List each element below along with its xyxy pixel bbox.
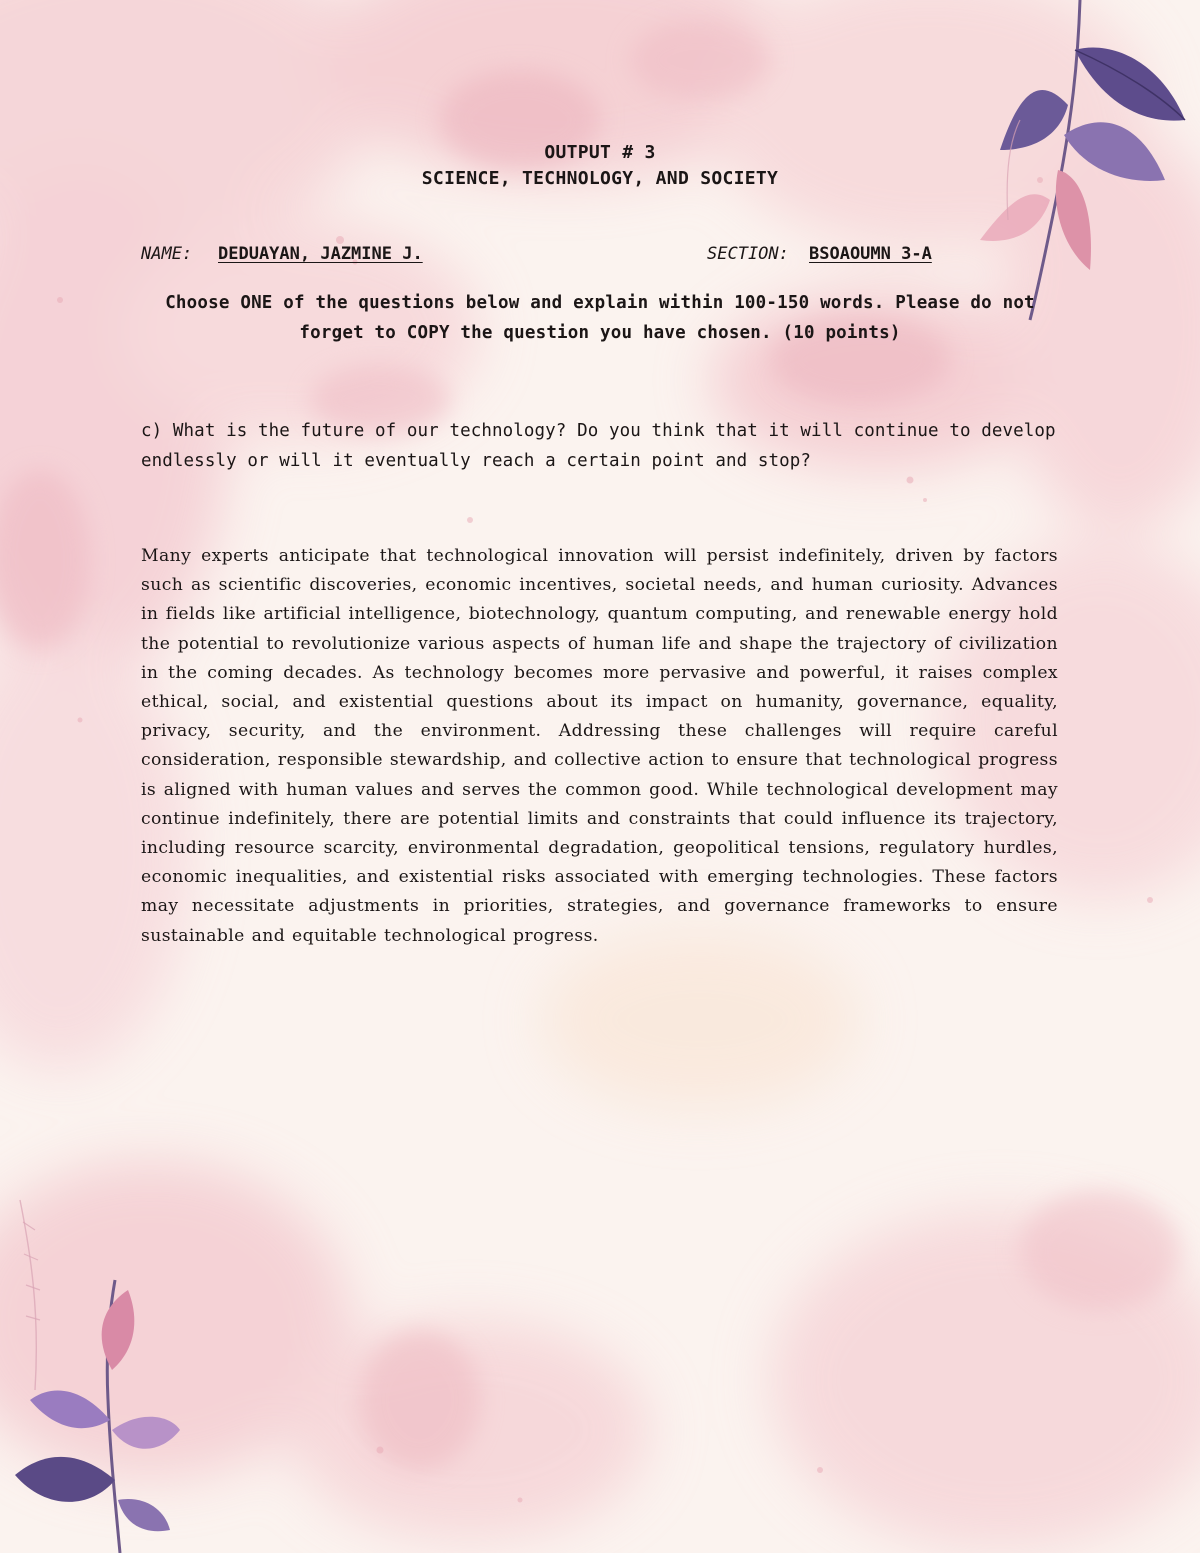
name-label: NAME: (141, 244, 193, 264)
student-name: DEDUAYAN, JAZMINE J. (218, 244, 423, 264)
answer-paragraph: Many experts anticipate that technological innovation will persist indefinitely, driven by factors such as scientific discoveries, economic incentives, societal needs, and human curiosity. Advances in fields like artificial intelligence, biotechnology, quantum computing, and renewable energy hold the potential to revolutionize various aspects of human life and shape the trajectory of civilization in the coming decades. As technology becomes more pervasive and powerful, it raises complex ethical, social, and existential questions about its impact on humanity, governance, equality, privacy, security, and the environment. Addressing these challenges will require careful consideration, responsible stewardship, and collective action to ensure that technological progress is aligned with human values and serves the common good. While technological development may continue indefinitely, there are potential limits and constraints that could influence its trajectory, including resource scarcity, environmental degradation, geopolitical tensions, regulatory hurdles, economic inequalities, and existential risks associated with emerging technologies. These factors may necessitate adjustments in priorities, strategies, and governance frameworks to ensure sustainable and equitable technological progress. (141, 546, 1058, 946)
student-section: BSOAOUMN 3-A (809, 244, 932, 264)
document-title: OUTPUT # 3 (544, 142, 656, 163)
section-label: SECTION: (707, 244, 789, 264)
instructions-text: Choose ONE of the questions below and explain within 100-150 words. Please do not forget to COPY the question you have chosen. (10 points) (165, 293, 1035, 343)
chosen-question: c) What is the future of our technology? Do you think that it will continue to develop endlessly or will it eventually reach a certain point and stop? (141, 421, 1056, 471)
course-title: SCIENCE, TECHNOLOGY, AND SOCIETY (421, 168, 779, 189)
